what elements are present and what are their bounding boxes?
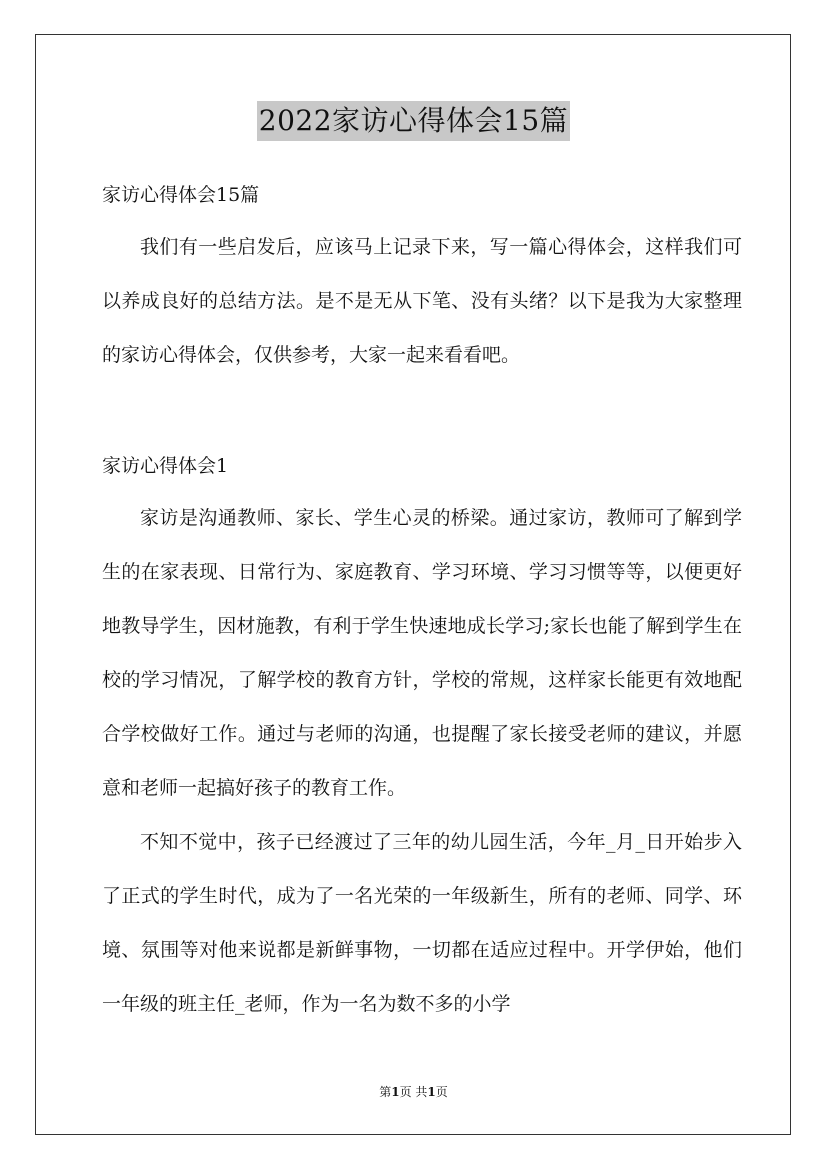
footer-total-pages: 1 [427, 1085, 436, 1099]
document-title: 2022家访心得体会15篇 [257, 101, 570, 141]
document-subtitle: 家访心得体会15篇 [102, 184, 260, 206]
intro-paragraph: 我们有一些启发后，应该马上记录下来，写一篇心得体会，这样我们可以养成良好的总结方法。是不是无从下笔、没有头绪？以下是我为大家整理的家访心得体会，仅供参考，大家一起来看看吧。 [102, 236, 742, 366]
title-wrap [0, 101, 827, 141]
section-heading: 家访心得体会1 [102, 455, 229, 477]
footer-suffix: 页 [435, 1085, 448, 1099]
footer-current-page: 1 [391, 1085, 400, 1099]
page-footer [0, 1083, 827, 1101]
footer-mid: 页 共 [399, 1085, 428, 1099]
body-paragraph-1: 家访是沟通教师、家长、学生心灵的桥梁。通过家访，教师可了解到学生的在家表现、日常行为、家庭教育、学习环境、学习习惯等等，以便更好地教导学生，因材施教，有利于学生快速地成长学习;家长也能了解到学生在校的学习情况，了解学校的教育方针，学校的常规，这样家长能更有效地配合学校做好工作。通过与老师的沟通，也提醒了家长接受老师的建议，并愿意和老师一起搞好孩子的教育工作。 [102, 507, 742, 799]
footer-prefix: 第 [379, 1085, 392, 1099]
body-paragraph-2: 不知不觉中，孩子已经渡过了三年的幼儿园生活，今年_月_日开始步入了正式的学生时代，成为了一名光荣的一年级新生，所有的老师、同学、环境、氛围等对他来说都是新鲜事物，一切都在适应过程中。开学伊始，他们一年级的班主任_老师，作为一名为数不多的小学 [102, 831, 742, 1015]
intro-block [102, 220, 742, 382]
section-body [102, 491, 742, 1031]
